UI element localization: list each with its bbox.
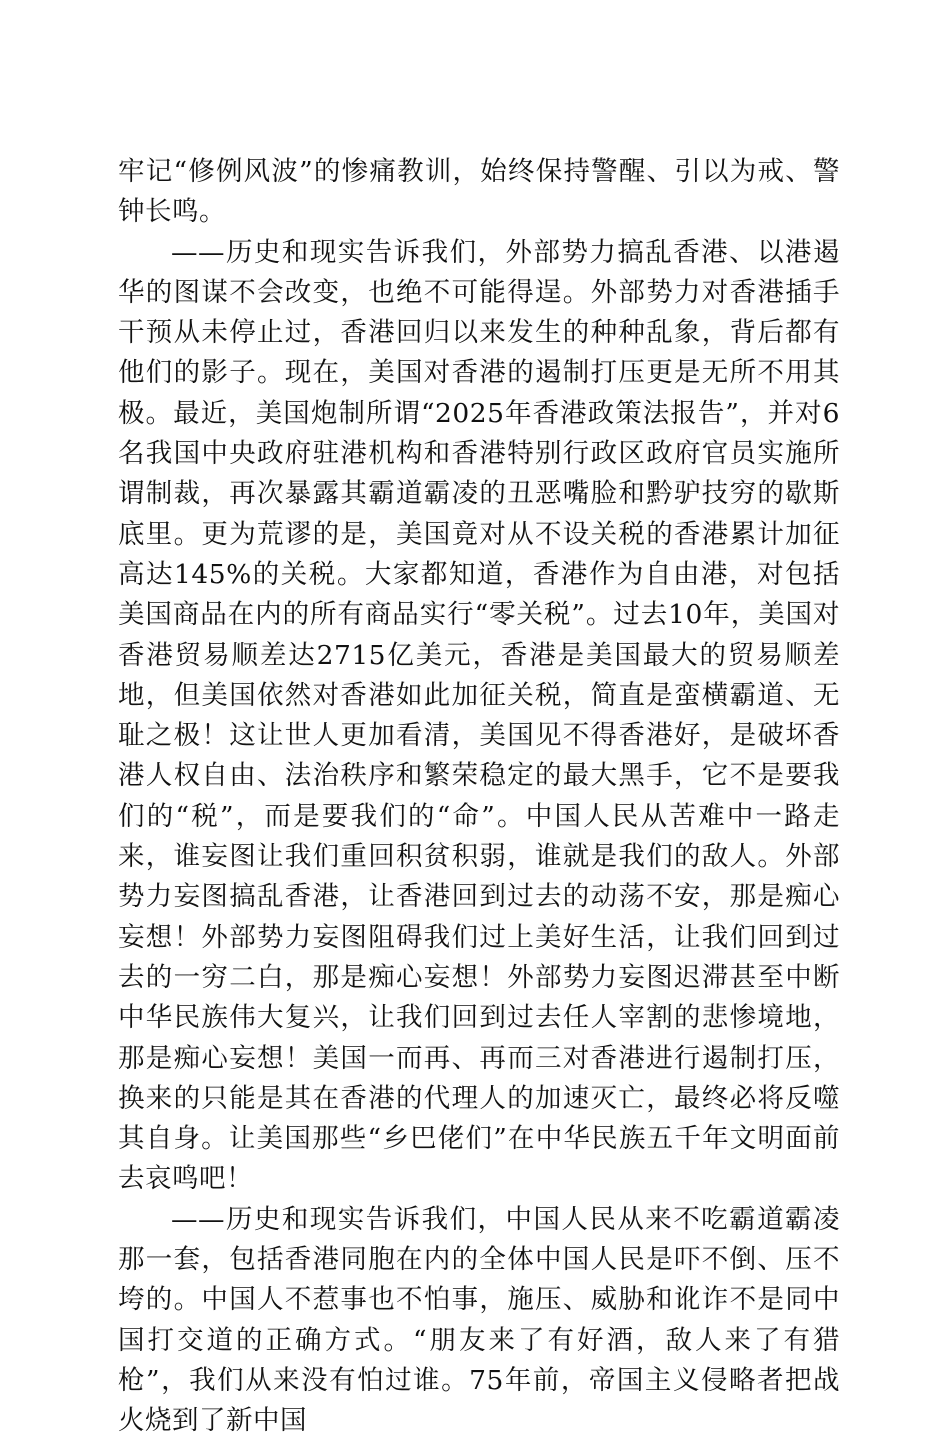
paragraph-1: 牢记“修例风波”的惨痛教训，始终保持警醒、引以为戒、警钟长鸣。 [118, 156, 840, 228]
paragraph-2: ——历史和现实告诉我们，外部势力搞乱香港、以港遏华的图谋不会改变，也绝不可能得逞。外部势力对香港插手干预从未停止过，香港回归以来发生的种种乱象，背后都有他们的影子。现在，美国对香港的遏制打压更是无所不用其极。最近，美国炮制所谓“2025年香港政策法报告”，并对6名我国中央政府驻港机构和香港特别行政区政府官员实施所谓制裁，再次暴露其霸道霸凌的丑恶嘴脸和黔驴技穷的歇斯底里。更为荒谬的是，美国竟对从不设关税的香港累计加征高达145%的关税。大家都知道，香港作为自由港，对包括美国商品在内的所有商品实行“零关税”。过去10年，美国对香港贸易顺差达2715亿美元，香港是美国最大的贸易顺差地，但美国依然对香港如此加征关税，简直是蛮横霸道、无耻之极！这让世人更加看清，美国见不得香港好，是破坏香港人权自由、法治秩序和繁荣稳定的最大黑手，它不是要我们的“税”，而是要我们的“命”。中国人民从苦难中一路走来，谁妄图让我们重回积贫积弱，谁就是我们的敌人。外部势力妄图搞乱香港，让香港回到过去的动荡不安，那是痴心妄想！外部势力妄图阻碍我们过上美好生活，让我们回到过去的一穷二白，那是痴心妄想！外部势力妄图迟滞甚至中断中华民族伟大复兴，让我们回到过去任人宰割的悲惨境地，那是痴心妄想！美国一而再、再而三对香港进行遏制打压，换来的只能是其在香港的代理人的加速灭亡，最终必将反噬其自身。让美国那些“乡巴佬们”在中华民族五千年文明面前去哀鸣吧！ [118, 236, 840, 1195]
paragraph-3: ——历史和现实告诉我们，中国人民从来不吃霸道霸凌那一套，包括香港同胞在内的全体中国人民是吓不倒、压不垮的。中国人不惹事也不怕事，施压、威胁和讹诈不是同中国打交道的正确方式。“朋友来了有好酒，敌人来了有猎枪”，我们从来没有怕过谁。75年前，帝国主义侵略者把战火烧到了新中国 [118, 1203, 840, 1437]
document-body [118, 152, 840, 1442]
